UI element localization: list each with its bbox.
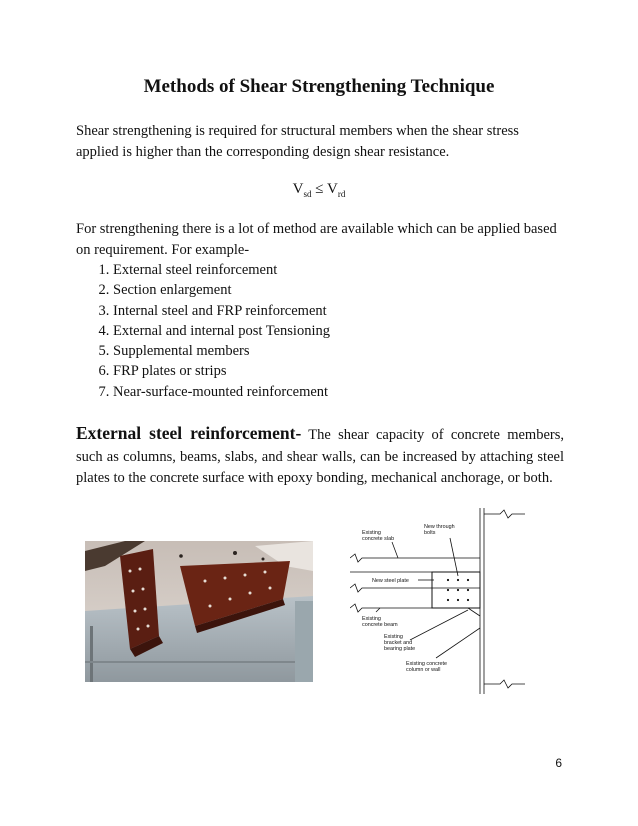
external-steel-paragraph	[76, 423, 564, 490]
label-bracket-1: Existing	[384, 634, 403, 640]
formula-rhs: V	[326, 181, 338, 197]
list-item: 1. External steel reinforcement	[113, 260, 573, 280]
label-beam-1: Existing	[362, 616, 381, 622]
list-item: 2. Section enlargement	[113, 280, 573, 300]
label-slab-2: concrete slab	[362, 536, 395, 542]
steel-plate-diagram	[350, 508, 540, 694]
page-title: Methods of Shear Strengthening Technique	[143, 76, 495, 97]
external-steel-heading: External steel reinforcement-	[76, 423, 302, 443]
formula-operator: ≤	[315, 181, 324, 197]
list-item: 3. Internal steel and FRP reinforcement	[113, 301, 573, 321]
list-item: 4. External and internal post Tensioning	[113, 321, 573, 341]
list-item: 5. Supplemental members	[113, 341, 573, 361]
methods-intro-paragraph: For strengthening there is a lot of method are available which can be applied based on requirement. For example-	[76, 221, 557, 258]
label-bracket-3: bearing plate	[384, 646, 416, 652]
label-beam-2: concrete beam	[362, 622, 398, 628]
label-slab-1: Existing	[362, 530, 381, 536]
methods-list	[76, 260, 573, 402]
formula-lhs: V	[292, 181, 304, 197]
formula-lhs-sub: sd	[303, 189, 312, 199]
label-bolts-1: New through	[424, 524, 455, 530]
formula-rhs-sub: rd	[337, 189, 346, 199]
label-bracket-2: bracket and	[384, 640, 413, 646]
label-column-2: column or wall	[406, 667, 441, 673]
external-steel-text: The shear capacity of concrete members, such as columns, beams, slabs, and shear walls, can be increased by attaching steel plates to the concrete surface with epoxy bonding, mechanical anchorage, or both.	[76, 427, 564, 486]
shear-formula	[0, 181, 638, 199]
steel-plate-photo	[85, 541, 313, 682]
label-bolts-2: bolts	[424, 530, 436, 536]
label-plate: New steel plate	[372, 578, 409, 584]
page-number: 6	[555, 756, 562, 770]
list-item: 6. FRP plates or strips	[113, 361, 573, 381]
list-item: 7. Near-surface-mounted reinforcement	[113, 382, 573, 402]
label-column-1: Existing concrete	[406, 661, 448, 667]
intro-paragraph: Shear strengthening is required for structural members when the shear stress applied is higher than the corresponding design shear resistance.	[76, 123, 519, 160]
